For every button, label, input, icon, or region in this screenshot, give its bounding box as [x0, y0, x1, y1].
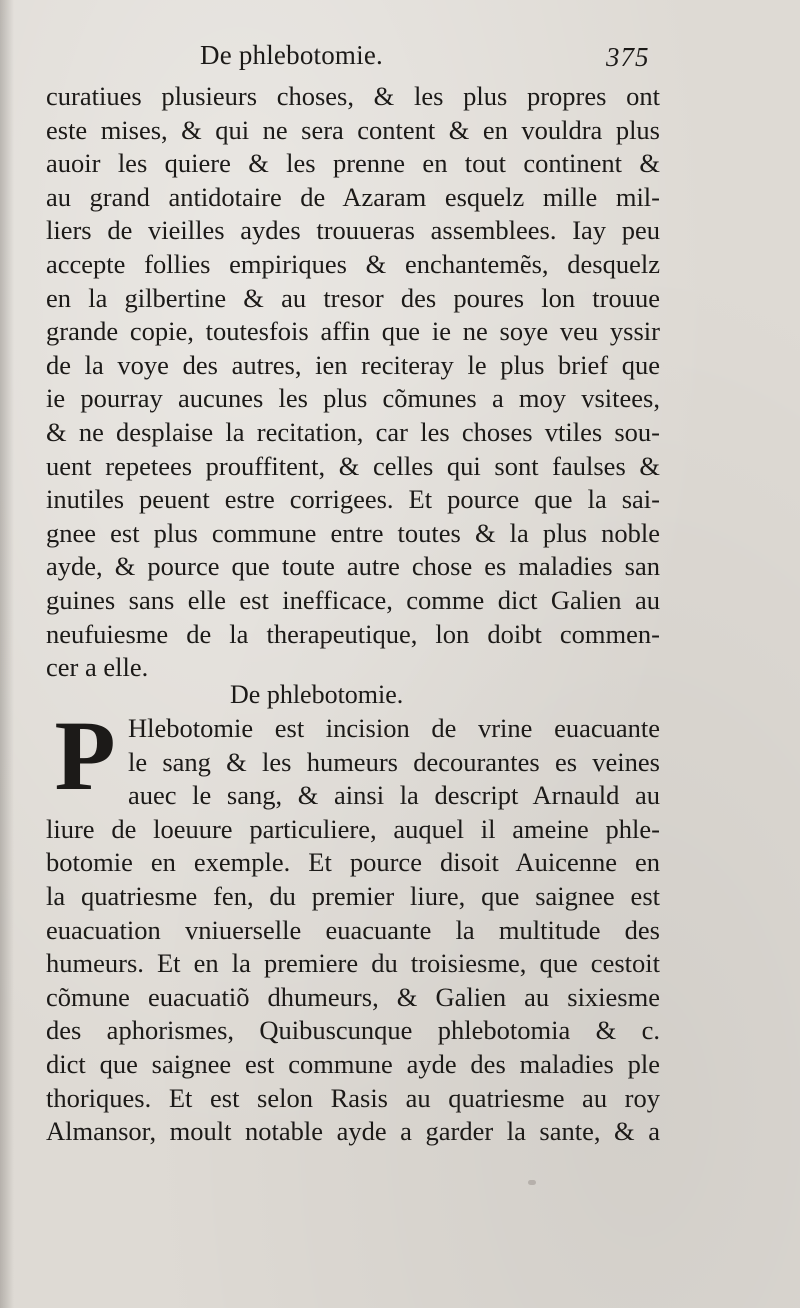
text-line: en la gilbertine & au tresor des poures lon trouue	[46, 282, 660, 313]
running-title: De phlebotomie.	[200, 40, 383, 70]
paper-blemish	[528, 1180, 536, 1185]
text-line: humeurs. Et en la premiere du troisiesme, que cestoit	[46, 948, 660, 979]
section-heading	[230, 680, 403, 710]
paragraph-1	[46, 80, 660, 685]
text-line: guines sans elle est inefficace, comme dict Galien au	[46, 584, 660, 615]
text-line: este mises, & qui ne sera content & en vouldra plus	[46, 114, 660, 145]
text-line: neufuiesme de la therapeutique, lon doibt commen-	[46, 618, 660, 649]
text-line: cõmune euacuatiõ dhumeurs, & Galien au sixiesme	[46, 981, 660, 1012]
text-line: ayde, & pource que toute autre chose es maladies san	[46, 551, 660, 582]
text-line: auoir les quiere & les prenne en tout continent &	[46, 148, 660, 179]
text-line: cer a elle.	[46, 652, 149, 683]
text-line: de la voye des autres, ien reciteray le plus brief que	[46, 349, 660, 380]
page-gutter-shadow	[0, 0, 14, 1308]
page-header	[0, 28, 800, 76]
text-line: uent repetees prouffitent, & celles qui sont faulses &	[46, 450, 660, 481]
section-heading-text: De phlebotomie.	[230, 680, 404, 709]
text-line: ie pourray aucunes les plus cõmunes a moy vsitees,	[46, 383, 660, 414]
text-line: la quatriesme fen, du premier liure, que saignee est	[46, 880, 660, 911]
text-line: liure de loeuure particuliere, auquel il ameine phle-	[46, 813, 660, 844]
text-line: inutiles peuent estre corrigees. Et pource que la sai-	[46, 484, 660, 515]
text-line: Almansor, moult notable ayde a garder la sante, & a	[46, 1116, 660, 1147]
text-line: curatiues plusieurs choses, & les plus propres ont	[46, 81, 660, 111]
text-line: dict que saignee est commune ayde des maladies ple	[46, 1048, 660, 1079]
drop-cap-initial: P	[54, 700, 116, 811]
text-line: botomie en exemple. Et pource disoit Auicenne en	[46, 847, 660, 878]
page-number: 375	[606, 42, 650, 72]
text-line: au grand antidotaire de Azaram esquelz mille mil-	[46, 181, 660, 212]
text-line: thoriques. Et est selon Rasis au quatriesme au roy	[46, 1082, 660, 1113]
text-line: euacuation vniuerselle euacuante la multitude des	[46, 914, 660, 945]
text-line: accepte follies empiriques & enchantemẽs, desquelz	[46, 248, 660, 279]
text-line: gnee est plus commune entre toutes & la plus noble	[46, 517, 660, 548]
text-line: liers de vieilles aydes trouueras assemblees. Iay peu	[46, 215, 660, 246]
text-line: & ne desplaise la recitation, car les choses vtiles sou-	[46, 416, 660, 447]
text-line: des aphorismes, Quibuscunque phlebotomia & c.	[46, 1015, 660, 1046]
text-line: auec le sang, & ainsi la descript Arnauld au	[128, 780, 660, 811]
text-line: grande copie, toutesfois affin que ie ne soye veu yssir	[46, 316, 660, 347]
paragraph-2	[46, 700, 660, 1149]
text-line: le sang & les humeurs decourantes es veines	[128, 746, 660, 777]
text-line: Hlebotomie est incision de vrine euacuante	[128, 713, 660, 743]
